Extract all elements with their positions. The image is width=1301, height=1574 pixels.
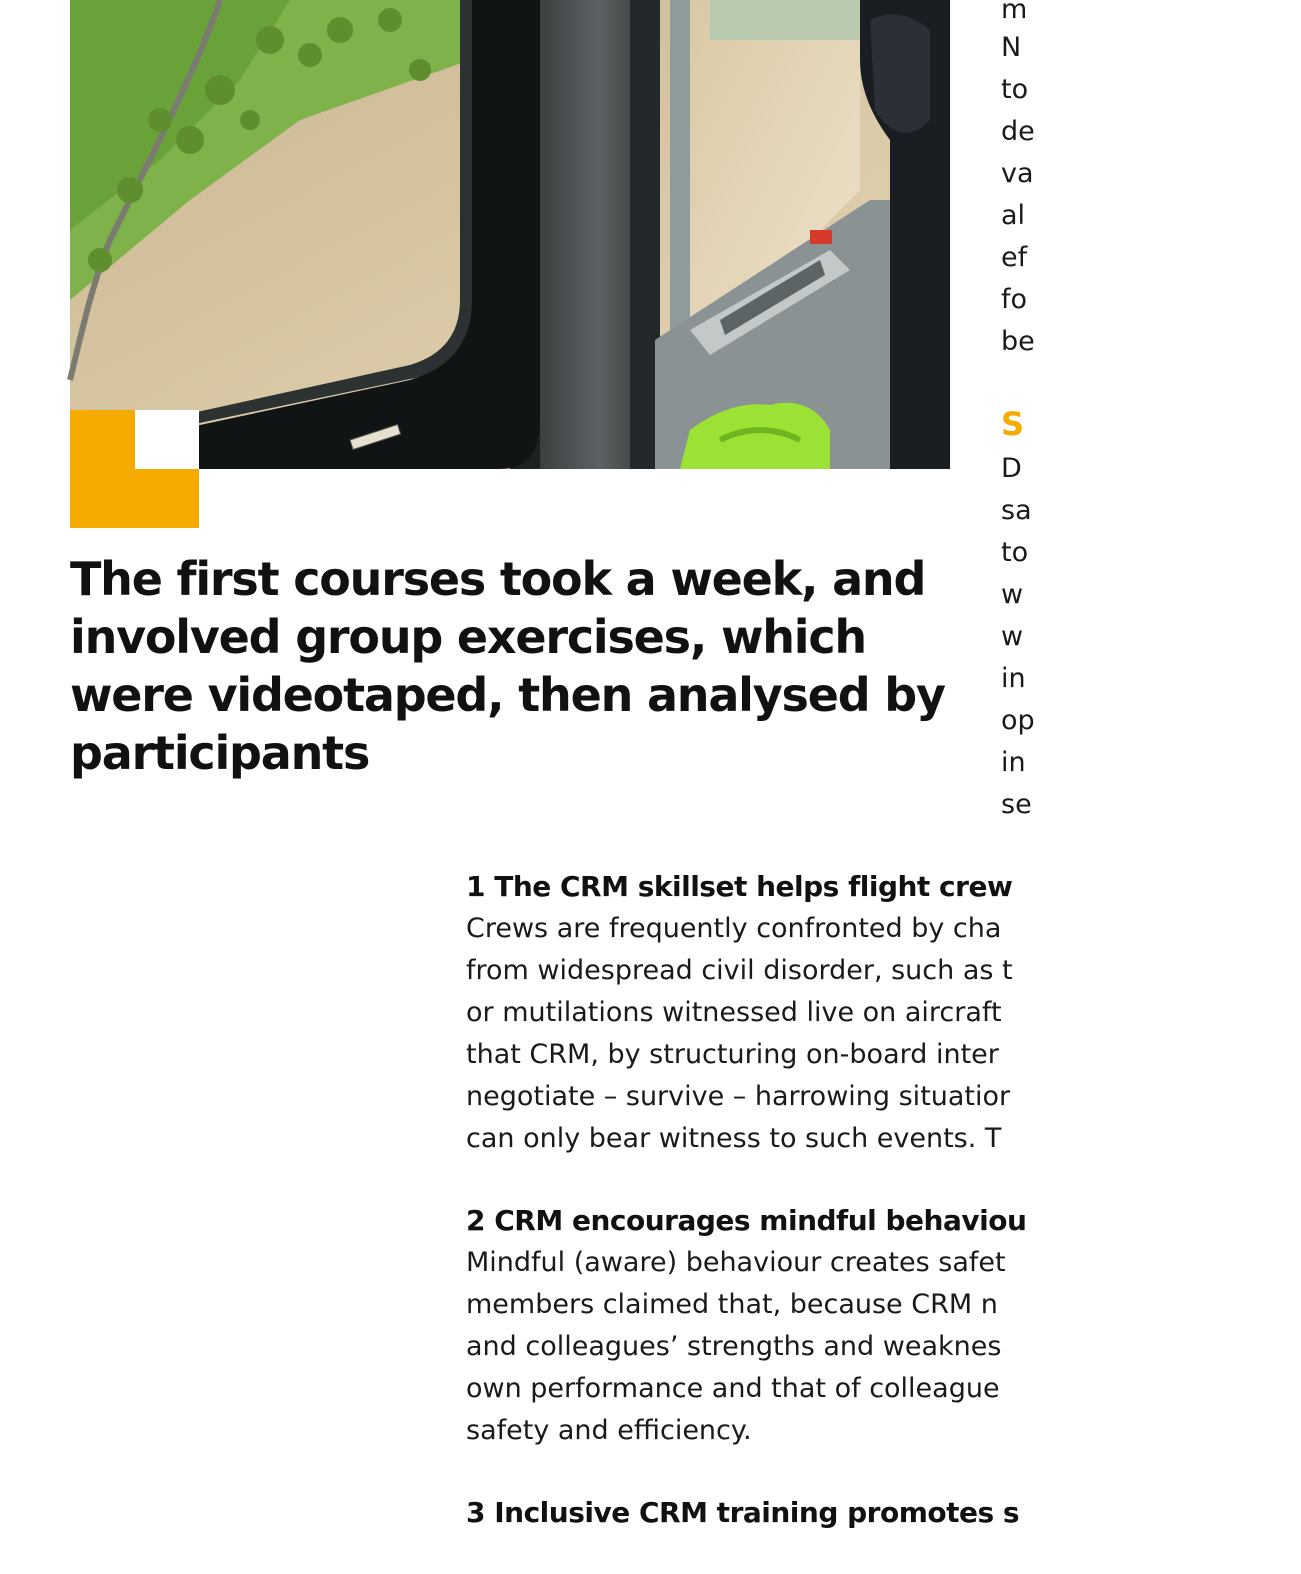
right-line: fo: [1001, 284, 1028, 315]
point-body-line: negotiate – survive – harrowing situatior: [466, 1081, 1011, 1112]
right-line: in: [1001, 747, 1026, 778]
point-body-line: from widespread civil disorder, such as t: [466, 955, 1013, 986]
right-line: al: [1001, 200, 1026, 231]
photo-illustration: [70, 0, 950, 469]
point-body-line: that CRM, by structuring on-board inter: [466, 1039, 999, 1070]
right-line: w: [1001, 579, 1024, 610]
accent-notch: [135, 410, 199, 469]
point-heading: 1 The CRM skillset helps flight crew: [466, 870, 1013, 903]
right-line: w: [1001, 621, 1024, 652]
right-line: se: [1001, 789, 1032, 820]
right-line: m: [1001, 0, 1028, 25]
right-line: ef: [1001, 242, 1028, 273]
point-body-line: members claimed that, because CRM n: [466, 1289, 998, 1320]
right-line: in: [1001, 663, 1026, 694]
right-line: N: [1001, 32, 1022, 63]
point-heading: 2 CRM encourages mindful behaviou: [466, 1204, 1027, 1237]
point-2: [466, 1200, 1066, 1452]
point-1: [466, 866, 1066, 1160]
right-line: sa: [1001, 495, 1032, 526]
right-line: to: [1001, 537, 1029, 568]
right-line: va: [1001, 158, 1034, 189]
right-line: de: [1001, 116, 1035, 147]
point-body-line: safety and efficiency.: [466, 1415, 752, 1446]
point-body-line: own performance and that of colleague: [466, 1373, 1000, 1404]
point-body-line: and colleagues’ strengths and weaknes: [466, 1331, 1002, 1362]
right-line: op: [1001, 705, 1035, 736]
right-line: D: [1001, 453, 1022, 484]
point-body-line: can only bear witness to such events. T: [466, 1123, 1002, 1154]
point-body-line: or mutilations witnessed live on aircraft: [466, 997, 1002, 1028]
point-body-line: Crews are frequently confronted by cha: [466, 913, 1002, 944]
point-heading: 3 Inclusive CRM training promotes s: [466, 1496, 1020, 1529]
right-line: to: [1001, 74, 1029, 105]
point-body-line: Mindful (aware) behaviour creates safet: [466, 1247, 1006, 1278]
helicopter-cabin-photo: [70, 0, 950, 469]
pull-quote: The first courses took a week, and involved group exercises, which were videotaped, then analysed by participants: [70, 552, 945, 780]
numbered-points: [466, 866, 1066, 1574]
point-3: [466, 1492, 1066, 1534]
right-line: be: [1001, 326, 1035, 357]
right-subhead: S: [1001, 405, 1025, 443]
